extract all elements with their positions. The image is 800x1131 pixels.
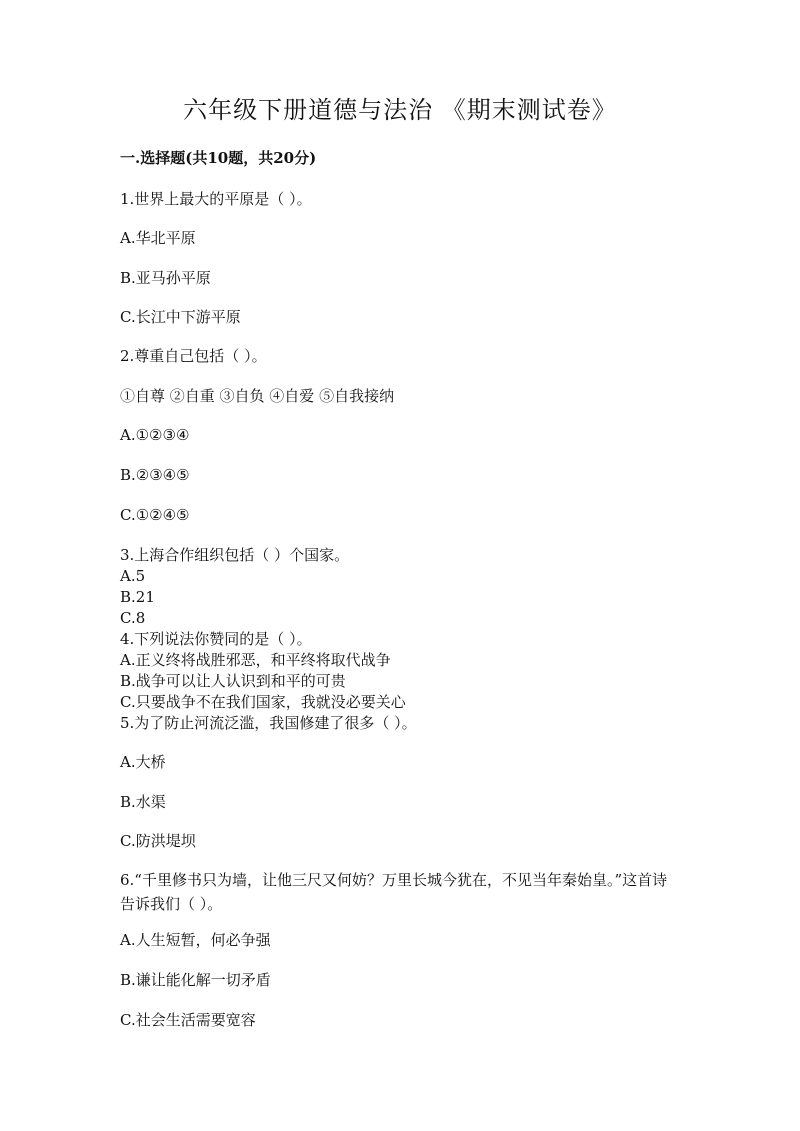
question-6-option-a: A.人生短暂，何必争强 <box>120 931 271 949</box>
question-4-option-b: B.战争可以让人认识到和平的可贵 <box>120 672 346 690</box>
question-3-option-c: C.8 <box>120 609 146 627</box>
question-2-option-b: B.②③④⑤ <box>120 466 190 484</box>
question-3-stem: 3.上海合作组织包括（ ）个国家。 <box>120 546 350 564</box>
question-1-option-a: A.华北平原 <box>120 229 196 247</box>
question-1-option-b: B.亚马孙平原 <box>120 269 211 287</box>
question-4-stem: 4.下列说法你赞同的是（ ）。 <box>120 630 312 648</box>
question-1-option-c: C.长江中下游平原 <box>120 308 241 326</box>
question-1-stem: 1.世界上最大的平原是（ ）。 <box>120 190 312 208</box>
question-5-option-a: A.大桥 <box>120 753 166 771</box>
question-3-option-a: A.5 <box>120 567 146 585</box>
question-6-option-b: B.谦让能化解一切矛盾 <box>120 971 271 989</box>
question-2-stem: 2.尊重自己包括（ ）。 <box>120 347 267 365</box>
page-title: 六年级下册道德与法治 《期末测试卷》 <box>183 96 617 124</box>
question-4-option-a: A.正义终将战胜邪恶，和平终将取代战争 <box>120 651 391 669</box>
question-2-option-a: A.①②③④ <box>120 426 190 444</box>
question-4-option-c: C.只要战争不在我们国家，我就没必要关心 <box>120 693 406 711</box>
question-6-option-c: C.社会生活需要宽容 <box>120 1011 256 1029</box>
question-6-stem: 6.“千里修书只为墙，让他三尺又何妨？万里长城今犹在，不见当年秦始皇。”这首诗告诉我们（ ）。 <box>120 871 668 913</box>
question-2-items: ①自尊 ②自重 ③自负 ④自爱 ⑤自我接纳 <box>120 387 395 405</box>
question-5-option-c: C.防洪堤坝 <box>120 832 196 850</box>
question-2-option-c: C.①②④⑤ <box>120 506 190 524</box>
section-heading: 一.选择题(共10题，共20分) <box>120 149 317 167</box>
question-3-option-b: B.21 <box>120 588 155 606</box>
question-5-option-b: B.水渠 <box>120 793 166 811</box>
question-5-stem: 5.为了防止河流泛滥，我国修建了很多（ ）。 <box>120 714 417 732</box>
